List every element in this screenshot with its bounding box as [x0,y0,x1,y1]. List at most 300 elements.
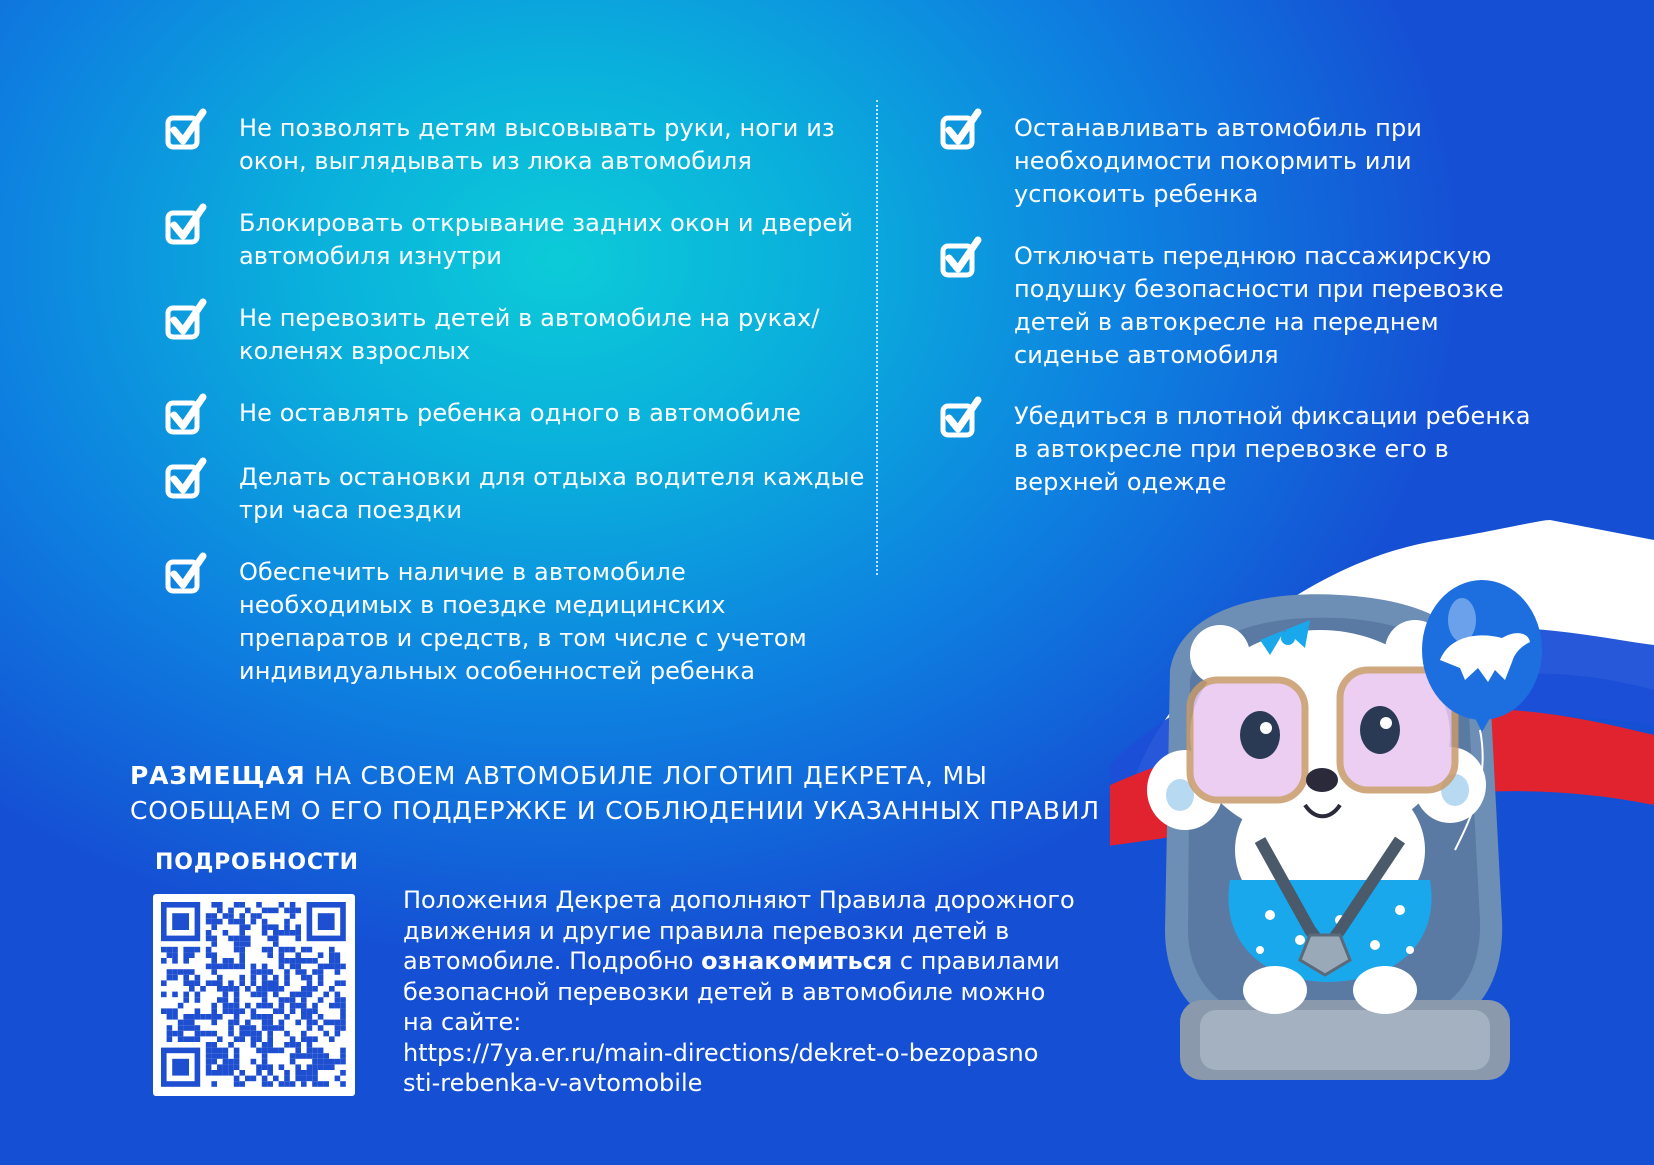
qr-module [183,1036,189,1042]
checkbox-check-icon [165,203,209,247]
qr-module [189,986,195,992]
qr-module [239,975,245,981]
qr-module [251,913,257,919]
qr-module [251,1031,257,1037]
qr-module [323,1031,329,1037]
qr-module [239,1081,245,1087]
qr-module [195,947,201,953]
qr-module [195,1008,201,1014]
qr-module [312,1003,318,1009]
qr-finder-center [318,913,335,930]
qr-module [284,997,290,1003]
rule-text: Делать остановки для отдыха водителя каждые три часа поездки [239,463,865,524]
qr-module [228,1064,234,1070]
qr-module [262,1081,268,1087]
checkbox-check-icon [165,457,209,501]
qr-module [256,969,262,975]
rule-item [165,207,865,302]
qr-module [172,958,178,964]
qr-module [312,1064,318,1070]
qr-module [307,1008,313,1014]
rule-text: Не перевозить детей в автомобиле на руках/коленях взрослых [239,304,820,365]
qr-module [273,936,279,942]
qr-module [211,980,217,986]
qr-module [290,947,296,953]
qr-module [290,1059,296,1065]
rule-text: Не позволять детям высовывать руки, ноги из окон, выглядывать из люка автомобиля [239,114,835,175]
qr-module [307,1036,313,1042]
qr-module [312,1059,318,1065]
qr-module [262,997,268,1003]
qr-module [200,1031,206,1037]
qr-module [172,1008,178,1014]
qr-module [307,986,313,992]
qr-module [290,992,296,998]
qr-module [284,975,290,981]
polar-bear-mascot [1110,520,1654,1120]
qr-module [211,1081,217,1087]
qr-module [223,1008,229,1014]
checkbox-check-icon [165,552,209,596]
qr-module [256,1048,262,1054]
qr-module [335,958,341,964]
qr-finder-center [172,913,189,930]
qr-module [234,1081,240,1087]
qr-module [217,1070,223,1076]
qr-module [195,992,201,998]
qr-module [307,1025,313,1031]
qr-module [172,947,178,953]
qr-module [301,1008,307,1014]
qr-module [195,1031,201,1037]
qr-module [183,992,189,998]
qr-module [211,1020,217,1026]
qr-module [301,1036,307,1042]
qr-module [228,908,234,914]
qr-module [267,980,273,986]
qr-module [329,1064,335,1070]
slogan-rest: НА СВОЕМ АВТОМОБИЛЕ ЛОГОТИП ДЕКРЕТА, МЫ СООБЩАЕМ О ЕГО ПОДДЕРЖКЕ И СОБЛЮДЕНИИ УКАЗАННЫХ ПРАВИЛ [130,761,1100,825]
qr-module [211,936,217,942]
qr-module [195,997,201,1003]
qr-module [251,919,257,925]
qr-module [323,1064,329,1070]
qr-module [301,1031,307,1037]
qr-module [172,975,178,981]
qr-module [234,902,240,908]
qr-module [340,997,346,1003]
qr-module [234,1064,240,1070]
qr-module [239,1008,245,1014]
qr-module [262,986,268,992]
qr-module [211,1014,217,1020]
qr-module [295,936,301,942]
qr-module [234,1059,240,1065]
qr-module [340,1003,346,1009]
qr-module [256,902,262,908]
qr-module [290,908,296,914]
qr-module [307,992,313,998]
qr-module [211,902,217,908]
qr-module [284,1070,290,1076]
qr-module [267,1031,273,1037]
qr-module [234,1036,240,1042]
qr-module [217,1014,223,1020]
qr-module [183,952,189,958]
qr-module [217,1036,223,1042]
qr-module [335,980,341,986]
qr-module [183,1020,189,1026]
qr-module [340,1070,346,1076]
rule-item [940,240,1540,400]
qr-module [290,1053,296,1059]
qr-module [239,1031,245,1037]
qr-module [340,1014,346,1020]
qr-module [318,1025,324,1031]
qr-module [284,947,290,953]
qr-module [251,969,257,975]
qr-module [295,964,301,970]
qr-module [279,1064,285,1070]
qr-module [228,980,234,986]
qr-module [307,1042,313,1048]
qr-module [318,1014,324,1020]
qr-module [295,908,301,914]
qr-module [223,992,229,998]
qr-module [239,958,245,964]
qr-module [329,1020,335,1026]
qr-module [284,1081,290,1087]
qr-module [228,1059,234,1065]
details-url-line2[interactable]: sti-rebenka-v-avtomobile [403,1069,703,1097]
qr-module [167,952,173,958]
qr-module [189,1036,195,1042]
qr-module [290,964,296,970]
qr-module [284,969,290,975]
qr-module [301,1076,307,1082]
qr-module [211,1008,217,1014]
qr-module [245,924,251,930]
qr-module [273,980,279,986]
qr-module [312,1008,318,1014]
qr-module [279,1025,285,1031]
qr-module [318,1059,324,1065]
qr-module [340,1059,346,1065]
qr-module [267,1081,273,1087]
qr-module [340,1008,346,1014]
qr-module [290,997,296,1003]
qr-module [200,986,206,992]
qr-module [245,1020,251,1026]
qr-module [206,1064,212,1070]
qr-module [239,1025,245,1031]
qr-module [251,975,257,981]
qr-module [307,1014,313,1020]
qr-module [211,1003,217,1009]
qr-module [267,986,273,992]
qr-module [312,1048,318,1054]
qr-module [335,997,341,1003]
rule-text: Обеспечить наличие в автомобиле необходимых в поездке медицинских препаратов и средств, в том числе с учетом индивидуальных особенностей ребенка [239,558,807,685]
qr-module [323,1020,329,1026]
checkbox-check-icon [940,236,984,280]
checkbox-check-icon [940,396,984,440]
qr-module [318,964,324,970]
qr-module [223,913,229,919]
qr-module [323,1081,329,1087]
qr-module [228,919,234,925]
qr-module [323,992,329,998]
qr-module [307,1070,313,1076]
qr-module [234,1014,240,1020]
qr-module [335,1076,341,1082]
qr-module [245,1076,251,1082]
qr-module [251,1025,257,1031]
qr-module [301,986,307,992]
qr-module [228,986,234,992]
qr-module [178,1003,184,1009]
qr-module [172,969,178,975]
qr-module [211,1048,217,1054]
qr-module [284,930,290,936]
qr-module [290,1036,296,1042]
qr-finder-center [172,1059,189,1076]
qr-module [262,1042,268,1048]
qr-module [195,980,201,986]
qr-module [284,980,290,986]
qr-module [234,1003,240,1009]
qr-module [183,975,189,981]
qr-module [161,992,167,998]
qr-module [284,1076,290,1082]
qr-module [206,930,212,936]
qr-module [195,1025,201,1031]
qr-module [290,958,296,964]
qr-module [273,1048,279,1054]
qr-module [301,1014,307,1020]
qr-module [262,964,268,970]
qr-module [178,1031,184,1037]
qr-module [273,992,279,998]
qr-module [267,1048,273,1054]
qr-module [234,964,240,970]
qr-module [239,1070,245,1076]
qr-module [234,992,240,998]
qr-module [206,936,212,942]
qr-module [183,1014,189,1020]
qr-module [279,1048,285,1054]
qr-module [295,1003,301,1009]
qr-module [206,1014,212,1020]
qr-module [262,947,268,953]
qr-module [234,936,240,942]
qr-module [290,1081,296,1087]
qr-module [211,1031,217,1037]
qr-module [228,964,234,970]
qr-module [234,986,240,992]
column-divider [876,100,878,575]
qr-module [189,947,195,953]
qr-module [262,1048,268,1054]
qr-module [312,1036,318,1042]
qr-module [183,947,189,953]
qr-module [211,964,217,970]
qr-module [262,1003,268,1009]
qr-module [279,997,285,1003]
qr-module [206,913,212,919]
qr-module [223,958,229,964]
qr-module [211,1042,217,1048]
rule-item [165,112,865,207]
qr-module [318,980,324,986]
qr-module [267,947,273,953]
qr-module [223,986,229,992]
qr-module [295,924,301,930]
rule-text: Блокировать открывание задних окон и дверей автомобиля изнутри [239,209,853,270]
rule-item [165,461,865,556]
qr-module [340,1020,346,1026]
qr-module [262,992,268,998]
qr-module [284,958,290,964]
qr-module [318,1081,324,1087]
qr-module [217,964,223,970]
qr-module [262,1064,268,1070]
checkbox-check-icon [165,298,209,342]
qr-module [312,1076,318,1082]
qr-module [245,941,251,947]
qr-module [273,986,279,992]
qr-module [167,1014,173,1020]
qr-module [251,980,257,986]
qr-module [273,1025,279,1031]
qr-module [307,947,313,953]
qr-module [172,992,178,998]
qr-module [211,958,217,964]
rule-text: Отключать переднюю пассажирскую подушку безопасности при перевозке детей в автокресле на переднем сиденье автомобиля [1014,242,1504,369]
qr-module [267,1014,273,1020]
qr-module [301,975,307,981]
qr-module [312,1053,318,1059]
qr-module [167,1008,173,1014]
qr-module [228,958,234,964]
qr-module [295,1042,301,1048]
qr-module [189,952,195,958]
qr-module [262,980,268,986]
qr-module [251,1008,257,1014]
qr-module [223,1064,229,1070]
qr-module [189,1020,195,1026]
qr-module [217,1053,223,1059]
qr-module [279,952,285,958]
qr-code[interactable] [153,894,355,1096]
rules-list-right [940,112,1540,510]
details-text-after: с правилами безопасной перевозки детей в автомобиле можно на сайте: [403,947,1060,1036]
qr-module [318,1053,324,1059]
qr-module [228,1031,234,1037]
qr-module [228,1003,234,1009]
qr-module [167,947,173,953]
qr-module [335,1020,341,1026]
qr-module [262,969,268,975]
qr-module [167,1036,173,1042]
qr-module [340,980,346,986]
qr-module [301,1081,307,1087]
qr-module [256,1064,262,1070]
qr-module [295,1064,301,1070]
qr-module [295,969,301,975]
qr-module [189,980,195,986]
qr-module [340,1048,346,1054]
qr-module [206,952,212,958]
qr-module [284,924,290,930]
qr-module [267,1020,273,1026]
qr-module [329,1036,335,1042]
slogan [130,758,1110,828]
slogan-bold: РАЗМЕЩАЯ [130,761,306,790]
qr-module [262,908,268,914]
qr-module [295,952,301,958]
qr-module [234,1020,240,1026]
qr-module [211,941,217,947]
qr-module [318,969,324,975]
qr-module [262,919,268,925]
qr-module [290,902,296,908]
qr-module [295,1053,301,1059]
qr-module [228,1025,234,1031]
qr-module [323,1059,329,1065]
qr-module [223,1048,229,1054]
qr-module [189,1014,195,1020]
qr-module [267,936,273,942]
qr-module [195,1036,201,1042]
qr-module [234,1053,240,1059]
qr-module [335,964,341,970]
qr-module [217,902,223,908]
qr-module [239,936,245,942]
qr-module [183,969,189,975]
qr-module [318,1064,324,1070]
qr-module [239,930,245,936]
qr-module [335,1003,341,1009]
qr-module [273,941,279,947]
qr-module [183,997,189,1003]
qr-module [228,1008,234,1014]
qr-module [284,919,290,925]
qr-module [335,952,341,958]
qr-module [329,1003,335,1009]
qr-module [329,986,335,992]
qr-module [245,1003,251,1009]
qr-module [239,947,245,953]
details-url-line1[interactable]: https://7ya.er.ru/main-directions/dekret-o-bezopasno [403,1038,1039,1067]
qr-module [217,1064,223,1070]
qr-module [262,1076,268,1082]
details-text-before: Положения Декрета дополняют Правила дорожного движения и другие правила перевозки детей в автомобиле. Подробно [403,886,1075,975]
qr-module [195,975,201,981]
qr-module [267,1003,273,1009]
checkbox-check-icon [165,108,209,152]
qr-module [284,908,290,914]
qr-module [206,1059,212,1065]
details-text [403,885,1083,1099]
qr-module [256,913,262,919]
qr-module [273,1008,279,1014]
qr-module [211,969,217,975]
qr-module [256,1003,262,1009]
qr-module [335,969,341,975]
qr-module [217,1048,223,1054]
qr-module [172,952,178,958]
